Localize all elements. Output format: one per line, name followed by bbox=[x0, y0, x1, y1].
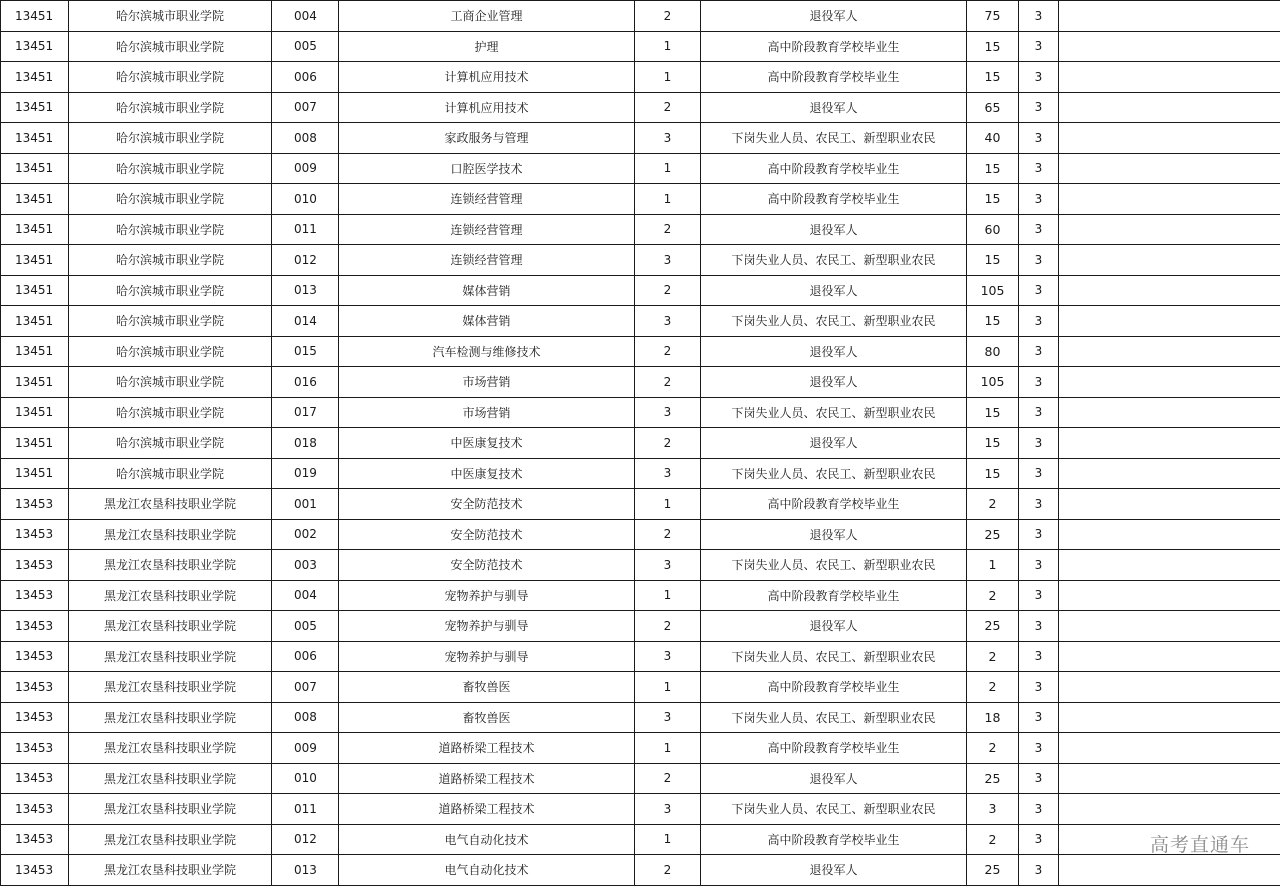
table-row bbox=[1, 702, 1280, 733]
remarks-cell bbox=[1059, 62, 1280, 93]
remarks-cell bbox=[1059, 92, 1280, 123]
category-cell: 3 bbox=[635, 702, 701, 733]
major-number-cell: 007 bbox=[272, 672, 339, 703]
remarks-cell bbox=[1059, 550, 1280, 581]
remarks-cell bbox=[1059, 1, 1280, 32]
school-name-cell: 哈尔滨城市职业学院 bbox=[69, 1, 272, 32]
school-code-cell: 13451 bbox=[1, 31, 69, 62]
plan-count-cell: 1 bbox=[967, 550, 1019, 581]
category-cell: 2 bbox=[635, 367, 701, 398]
remarks-cell bbox=[1059, 153, 1280, 184]
major-number-cell: 010 bbox=[272, 184, 339, 215]
plan-count-cell: 15 bbox=[967, 245, 1019, 276]
applicant-type-cell: 退役军人 bbox=[701, 92, 967, 123]
category-cell: 1 bbox=[635, 733, 701, 764]
category-cell: 2 bbox=[635, 336, 701, 367]
applicant-type-cell: 退役军人 bbox=[701, 855, 967, 886]
remarks-cell bbox=[1059, 184, 1280, 215]
applicant-type-cell: 退役军人 bbox=[701, 519, 967, 550]
plan-count-cell: 2 bbox=[967, 733, 1019, 764]
duration-cell: 3 bbox=[1019, 367, 1059, 398]
applicant-type-cell: 下岗失业人员、农民工、新型职业农民 bbox=[701, 245, 967, 276]
major-name-cell: 计算机应用技术 bbox=[339, 92, 635, 123]
major-name-cell: 计算机应用技术 bbox=[339, 62, 635, 93]
plan-count-cell: 15 bbox=[967, 428, 1019, 459]
duration-cell: 3 bbox=[1019, 458, 1059, 489]
major-name-cell: 宠物养护与驯导 bbox=[339, 580, 635, 611]
watermark: 高考直通车 bbox=[1149, 834, 1250, 856]
duration-cell: 3 bbox=[1019, 153, 1059, 184]
major-number-cell: 001 bbox=[272, 489, 339, 520]
school-code-cell: 13451 bbox=[1, 367, 69, 398]
major-name-cell: 连锁经营管理 bbox=[339, 245, 635, 276]
applicant-type-cell: 高中阶段教育学校毕业生 bbox=[701, 31, 967, 62]
applicant-type-cell: 退役军人 bbox=[701, 275, 967, 306]
plan-count-cell: 25 bbox=[967, 855, 1019, 886]
school-code-cell: 13451 bbox=[1, 336, 69, 367]
school-name-cell: 黑龙江农垦科技职业学院 bbox=[69, 519, 272, 550]
school-code-cell: 13453 bbox=[1, 855, 69, 886]
plan-count-cell: 15 bbox=[967, 62, 1019, 93]
major-name-cell: 市场营销 bbox=[339, 367, 635, 398]
duration-cell: 3 bbox=[1019, 92, 1059, 123]
duration-cell: 3 bbox=[1019, 763, 1059, 794]
duration-cell: 3 bbox=[1019, 275, 1059, 306]
school-code-cell: 13451 bbox=[1, 458, 69, 489]
category-cell: 2 bbox=[635, 92, 701, 123]
major-name-cell: 市场营销 bbox=[339, 397, 635, 428]
plan-count-cell: 2 bbox=[967, 580, 1019, 611]
school-code-cell: 13453 bbox=[1, 519, 69, 550]
table-row bbox=[1, 428, 1280, 459]
major-number-cell: 014 bbox=[272, 306, 339, 337]
table-row bbox=[1, 672, 1280, 703]
major-name-cell: 家政服务与管理 bbox=[339, 123, 635, 154]
plan-count-cell: 25 bbox=[967, 611, 1019, 642]
category-cell: 2 bbox=[635, 855, 701, 886]
major-name-cell: 媒体营销 bbox=[339, 275, 635, 306]
school-code-cell: 13453 bbox=[1, 489, 69, 520]
duration-cell: 3 bbox=[1019, 794, 1059, 825]
major-name-cell: 中医康复技术 bbox=[339, 428, 635, 459]
major-name-cell: 宠物养护与驯导 bbox=[339, 611, 635, 642]
major-number-cell: 012 bbox=[272, 245, 339, 276]
plan-count-cell: 40 bbox=[967, 123, 1019, 154]
school-name-cell: 哈尔滨城市职业学院 bbox=[69, 214, 272, 245]
major-number-cell: 007 bbox=[272, 92, 339, 123]
duration-cell: 3 bbox=[1019, 611, 1059, 642]
major-name-cell: 道路桥梁工程技术 bbox=[339, 763, 635, 794]
remarks-cell bbox=[1059, 428, 1280, 459]
school-code-cell: 13451 bbox=[1, 123, 69, 154]
major-number-cell: 017 bbox=[272, 397, 339, 428]
remarks-cell bbox=[1059, 794, 1280, 825]
duration-cell: 3 bbox=[1019, 641, 1059, 672]
applicant-type-cell: 高中阶段教育学校毕业生 bbox=[701, 672, 967, 703]
remarks-cell bbox=[1059, 519, 1280, 550]
remarks-cell bbox=[1059, 702, 1280, 733]
table-row bbox=[1, 62, 1280, 93]
school-name-cell: 哈尔滨城市职业学院 bbox=[69, 336, 272, 367]
applicant-type-cell: 下岗失业人员、农民工、新型职业农民 bbox=[701, 397, 967, 428]
school-code-cell: 13453 bbox=[1, 611, 69, 642]
applicant-type-cell: 退役军人 bbox=[701, 367, 967, 398]
plan-count-cell: 105 bbox=[967, 275, 1019, 306]
school-name-cell: 黑龙江农垦科技职业学院 bbox=[69, 702, 272, 733]
category-cell: 1 bbox=[635, 672, 701, 703]
applicant-type-cell: 高中阶段教育学校毕业生 bbox=[701, 489, 967, 520]
duration-cell: 3 bbox=[1019, 580, 1059, 611]
category-cell: 2 bbox=[635, 214, 701, 245]
major-number-cell: 019 bbox=[272, 458, 339, 489]
major-number-cell: 010 bbox=[272, 763, 339, 794]
school-name-cell: 哈尔滨城市职业学院 bbox=[69, 31, 272, 62]
applicant-type-cell: 退役军人 bbox=[701, 611, 967, 642]
remarks-cell bbox=[1059, 367, 1280, 398]
table-row bbox=[1, 367, 1280, 398]
school-name-cell: 哈尔滨城市职业学院 bbox=[69, 92, 272, 123]
major-number-cell: 018 bbox=[272, 428, 339, 459]
duration-cell: 3 bbox=[1019, 306, 1059, 337]
category-cell: 2 bbox=[635, 275, 701, 306]
applicant-type-cell: 下岗失业人员、农民工、新型职业农民 bbox=[701, 702, 967, 733]
duration-cell: 3 bbox=[1019, 184, 1059, 215]
major-name-cell: 道路桥梁工程技术 bbox=[339, 733, 635, 764]
plan-count-cell: 2 bbox=[967, 489, 1019, 520]
category-cell: 1 bbox=[635, 184, 701, 215]
major-number-cell: 004 bbox=[272, 580, 339, 611]
school-name-cell: 哈尔滨城市职业学院 bbox=[69, 367, 272, 398]
table-row bbox=[1, 611, 1280, 642]
duration-cell: 3 bbox=[1019, 428, 1059, 459]
major-number-cell: 009 bbox=[272, 153, 339, 184]
school-code-cell: 13451 bbox=[1, 92, 69, 123]
major-number-cell: 008 bbox=[272, 702, 339, 733]
remarks-cell bbox=[1059, 214, 1280, 245]
remarks-cell bbox=[1059, 275, 1280, 306]
applicant-type-cell: 高中阶段教育学校毕业生 bbox=[701, 184, 967, 215]
school-code-cell: 13453 bbox=[1, 763, 69, 794]
school-name-cell: 黑龙江农垦科技职业学院 bbox=[69, 855, 272, 886]
category-cell: 3 bbox=[635, 458, 701, 489]
school-name-cell: 黑龙江农垦科技职业学院 bbox=[69, 733, 272, 764]
major-number-cell: 012 bbox=[272, 824, 339, 855]
plan-count-cell: 25 bbox=[967, 763, 1019, 794]
school-code-cell: 13451 bbox=[1, 306, 69, 337]
duration-cell: 3 bbox=[1019, 1, 1059, 32]
major-name-cell: 连锁经营管理 bbox=[339, 214, 635, 245]
table-row bbox=[1, 550, 1280, 581]
remarks-cell bbox=[1059, 641, 1280, 672]
table-body bbox=[1, 1, 1280, 886]
school-code-cell: 13453 bbox=[1, 641, 69, 672]
major-number-cell: 011 bbox=[272, 794, 339, 825]
school-name-cell: 黑龙江农垦科技职业学院 bbox=[69, 641, 272, 672]
table-row bbox=[1, 794, 1280, 825]
applicant-type-cell: 高中阶段教育学校毕业生 bbox=[701, 824, 967, 855]
school-code-cell: 13451 bbox=[1, 245, 69, 276]
school-name-cell: 哈尔滨城市职业学院 bbox=[69, 62, 272, 93]
plan-count-cell: 15 bbox=[967, 306, 1019, 337]
table-row bbox=[1, 123, 1280, 154]
major-name-cell: 畜牧兽医 bbox=[339, 672, 635, 703]
remarks-cell bbox=[1059, 245, 1280, 276]
table-row bbox=[1, 92, 1280, 123]
applicant-type-cell: 下岗失业人员、农民工、新型职业农民 bbox=[701, 641, 967, 672]
remarks-cell bbox=[1059, 489, 1280, 520]
plan-count-cell: 75 bbox=[967, 1, 1019, 32]
major-name-cell: 口腔医学技术 bbox=[339, 153, 635, 184]
major-number-cell: 008 bbox=[272, 123, 339, 154]
major-number-cell: 013 bbox=[272, 855, 339, 886]
school-code-cell: 13451 bbox=[1, 214, 69, 245]
table-row bbox=[1, 763, 1280, 794]
plan-count-cell: 2 bbox=[967, 672, 1019, 703]
table-row bbox=[1, 824, 1280, 855]
school-code-cell: 13451 bbox=[1, 397, 69, 428]
table-row bbox=[1, 519, 1280, 550]
school-name-cell: 哈尔滨城市职业学院 bbox=[69, 275, 272, 306]
remarks-cell bbox=[1059, 611, 1280, 642]
school-name-cell: 黑龙江农垦科技职业学院 bbox=[69, 824, 272, 855]
table-row bbox=[1, 31, 1280, 62]
major-name-cell: 宠物养护与驯导 bbox=[339, 641, 635, 672]
duration-cell: 3 bbox=[1019, 336, 1059, 367]
school-name-cell: 哈尔滨城市职业学院 bbox=[69, 184, 272, 215]
category-cell: 3 bbox=[635, 794, 701, 825]
remarks-cell bbox=[1059, 733, 1280, 764]
school-name-cell: 哈尔滨城市职业学院 bbox=[69, 458, 272, 489]
remarks-cell bbox=[1059, 336, 1280, 367]
applicant-type-cell: 退役军人 bbox=[701, 336, 967, 367]
school-name-cell: 黑龙江农垦科技职业学院 bbox=[69, 794, 272, 825]
table-row bbox=[1, 275, 1280, 306]
major-number-cell: 005 bbox=[272, 31, 339, 62]
remarks-cell bbox=[1059, 458, 1280, 489]
school-name-cell: 哈尔滨城市职业学院 bbox=[69, 428, 272, 459]
major-name-cell: 电气自动化技术 bbox=[339, 824, 635, 855]
major-name-cell: 安全防范技术 bbox=[339, 519, 635, 550]
major-name-cell: 媒体营销 bbox=[339, 306, 635, 337]
plan-count-cell: 3 bbox=[967, 794, 1019, 825]
plan-count-cell: 65 bbox=[967, 92, 1019, 123]
school-code-cell: 13451 bbox=[1, 184, 69, 215]
remarks-cell bbox=[1059, 397, 1280, 428]
applicant-type-cell: 退役军人 bbox=[701, 1, 967, 32]
category-cell: 2 bbox=[635, 611, 701, 642]
school-code-cell: 13453 bbox=[1, 824, 69, 855]
major-name-cell: 护理 bbox=[339, 31, 635, 62]
major-name-cell: 汽车检测与维修技术 bbox=[339, 336, 635, 367]
table-row bbox=[1, 397, 1280, 428]
category-cell: 3 bbox=[635, 245, 701, 276]
remarks-cell bbox=[1059, 672, 1280, 703]
plan-count-cell: 15 bbox=[967, 184, 1019, 215]
major-number-cell: 006 bbox=[272, 62, 339, 93]
school-name-cell: 哈尔滨城市职业学院 bbox=[69, 245, 272, 276]
plan-count-cell: 15 bbox=[967, 153, 1019, 184]
applicant-type-cell: 下岗失业人员、农民工、新型职业农民 bbox=[701, 550, 967, 581]
table-row bbox=[1, 641, 1280, 672]
table-row bbox=[1, 580, 1280, 611]
major-number-cell: 004 bbox=[272, 1, 339, 32]
duration-cell: 3 bbox=[1019, 123, 1059, 154]
school-name-cell: 哈尔滨城市职业学院 bbox=[69, 123, 272, 154]
table-row bbox=[1, 458, 1280, 489]
category-cell: 3 bbox=[635, 306, 701, 337]
table-row bbox=[1, 306, 1280, 337]
category-cell: 1 bbox=[635, 31, 701, 62]
plan-count-cell: 2 bbox=[967, 641, 1019, 672]
duration-cell: 3 bbox=[1019, 519, 1059, 550]
major-number-cell: 005 bbox=[272, 611, 339, 642]
category-cell: 1 bbox=[635, 580, 701, 611]
major-number-cell: 011 bbox=[272, 214, 339, 245]
major-number-cell: 016 bbox=[272, 367, 339, 398]
category-cell: 2 bbox=[635, 1, 701, 32]
school-name-cell: 黑龙江农垦科技职业学院 bbox=[69, 580, 272, 611]
plan-count-cell: 15 bbox=[967, 31, 1019, 62]
plan-count-cell: 105 bbox=[967, 367, 1019, 398]
school-code-cell: 13453 bbox=[1, 672, 69, 703]
plan-count-cell: 60 bbox=[967, 214, 1019, 245]
school-code-cell: 13453 bbox=[1, 550, 69, 581]
duration-cell: 3 bbox=[1019, 62, 1059, 93]
applicant-type-cell: 下岗失业人员、农民工、新型职业农民 bbox=[701, 306, 967, 337]
duration-cell: 3 bbox=[1019, 733, 1059, 764]
plan-count-cell: 18 bbox=[967, 702, 1019, 733]
major-name-cell: 中医康复技术 bbox=[339, 458, 635, 489]
major-number-cell: 013 bbox=[272, 275, 339, 306]
category-cell: 2 bbox=[635, 519, 701, 550]
applicant-type-cell: 下岗失业人员、农民工、新型职业农民 bbox=[701, 458, 967, 489]
category-cell: 3 bbox=[635, 641, 701, 672]
major-number-cell: 003 bbox=[272, 550, 339, 581]
duration-cell: 3 bbox=[1019, 214, 1059, 245]
major-name-cell: 安全防范技术 bbox=[339, 550, 635, 581]
applicant-type-cell: 高中阶段教育学校毕业生 bbox=[701, 153, 967, 184]
duration-cell: 3 bbox=[1019, 489, 1059, 520]
school-code-cell: 13453 bbox=[1, 794, 69, 825]
table-row bbox=[1, 184, 1280, 215]
school-code-cell: 13453 bbox=[1, 580, 69, 611]
applicant-type-cell: 退役军人 bbox=[701, 428, 967, 459]
major-name-cell: 电气自动化技术 bbox=[339, 855, 635, 886]
duration-cell: 3 bbox=[1019, 31, 1059, 62]
school-code-cell: 13451 bbox=[1, 428, 69, 459]
major-number-cell: 015 bbox=[272, 336, 339, 367]
school-name-cell: 黑龙江农垦科技职业学院 bbox=[69, 611, 272, 642]
table-row bbox=[1, 153, 1280, 184]
table-row bbox=[1, 245, 1280, 276]
duration-cell: 3 bbox=[1019, 672, 1059, 703]
duration-cell: 3 bbox=[1019, 824, 1059, 855]
school-code-cell: 13451 bbox=[1, 1, 69, 32]
category-cell: 1 bbox=[635, 489, 701, 520]
table-row bbox=[1, 1, 1280, 32]
applicant-type-cell: 下岗失业人员、农民工、新型职业农民 bbox=[701, 794, 967, 825]
school-code-cell: 13453 bbox=[1, 733, 69, 764]
major-number-cell: 002 bbox=[272, 519, 339, 550]
table-row bbox=[1, 336, 1280, 367]
applicant-type-cell: 退役军人 bbox=[701, 763, 967, 794]
plan-count-cell: 25 bbox=[967, 519, 1019, 550]
category-cell: 2 bbox=[635, 428, 701, 459]
major-name-cell: 畜牧兽医 bbox=[339, 702, 635, 733]
major-name-cell: 连锁经营管理 bbox=[339, 184, 635, 215]
major-number-cell: 006 bbox=[272, 641, 339, 672]
remarks-cell bbox=[1059, 580, 1280, 611]
remarks-cell bbox=[1059, 123, 1280, 154]
plan-count-cell: 15 bbox=[967, 397, 1019, 428]
school-code-cell: 13453 bbox=[1, 702, 69, 733]
duration-cell: 3 bbox=[1019, 702, 1059, 733]
category-cell: 1 bbox=[635, 824, 701, 855]
category-cell: 2 bbox=[635, 763, 701, 794]
school-code-cell: 13451 bbox=[1, 275, 69, 306]
duration-cell: 3 bbox=[1019, 245, 1059, 276]
plan-count-cell: 80 bbox=[967, 336, 1019, 367]
school-name-cell: 哈尔滨城市职业学院 bbox=[69, 397, 272, 428]
applicant-type-cell: 高中阶段教育学校毕业生 bbox=[701, 733, 967, 764]
school-name-cell: 黑龙江农垦科技职业学院 bbox=[69, 763, 272, 794]
duration-cell: 3 bbox=[1019, 550, 1059, 581]
plan-count-cell: 2 bbox=[967, 824, 1019, 855]
category-cell: 1 bbox=[635, 62, 701, 93]
table-row bbox=[1, 489, 1280, 520]
major-name-cell: 道路桥梁工程技术 bbox=[339, 794, 635, 825]
major-name-cell: 工商企业管理 bbox=[339, 1, 635, 32]
remarks-cell bbox=[1059, 306, 1280, 337]
school-name-cell: 哈尔滨城市职业学院 bbox=[69, 153, 272, 184]
applicant-type-cell: 高中阶段教育学校毕业生 bbox=[701, 62, 967, 93]
remarks-cell bbox=[1059, 31, 1280, 62]
remarks-cell bbox=[1059, 855, 1280, 886]
school-code-cell: 13451 bbox=[1, 153, 69, 184]
duration-cell: 3 bbox=[1019, 855, 1059, 886]
plan-count-cell: 15 bbox=[967, 458, 1019, 489]
applicant-type-cell: 退役军人 bbox=[701, 214, 967, 245]
applicant-type-cell: 高中阶段教育学校毕业生 bbox=[701, 580, 967, 611]
table-row bbox=[1, 733, 1280, 764]
category-cell: 1 bbox=[635, 153, 701, 184]
category-cell: 3 bbox=[635, 550, 701, 581]
table-row bbox=[1, 855, 1280, 886]
school-name-cell: 黑龙江农垦科技职业学院 bbox=[69, 672, 272, 703]
category-cell: 3 bbox=[635, 123, 701, 154]
school-name-cell: 黑龙江农垦科技职业学院 bbox=[69, 489, 272, 520]
school-name-cell: 黑龙江农垦科技职业学院 bbox=[69, 550, 272, 581]
category-cell: 3 bbox=[635, 397, 701, 428]
table-row bbox=[1, 214, 1280, 245]
school-code-cell: 13451 bbox=[1, 62, 69, 93]
school-name-cell: 哈尔滨城市职业学院 bbox=[69, 306, 272, 337]
major-number-cell: 009 bbox=[272, 733, 339, 764]
duration-cell: 3 bbox=[1019, 397, 1059, 428]
major-name-cell: 安全防范技术 bbox=[339, 489, 635, 520]
applicant-type-cell: 下岗失业人员、农民工、新型职业农民 bbox=[701, 123, 967, 154]
remarks-cell bbox=[1059, 763, 1280, 794]
